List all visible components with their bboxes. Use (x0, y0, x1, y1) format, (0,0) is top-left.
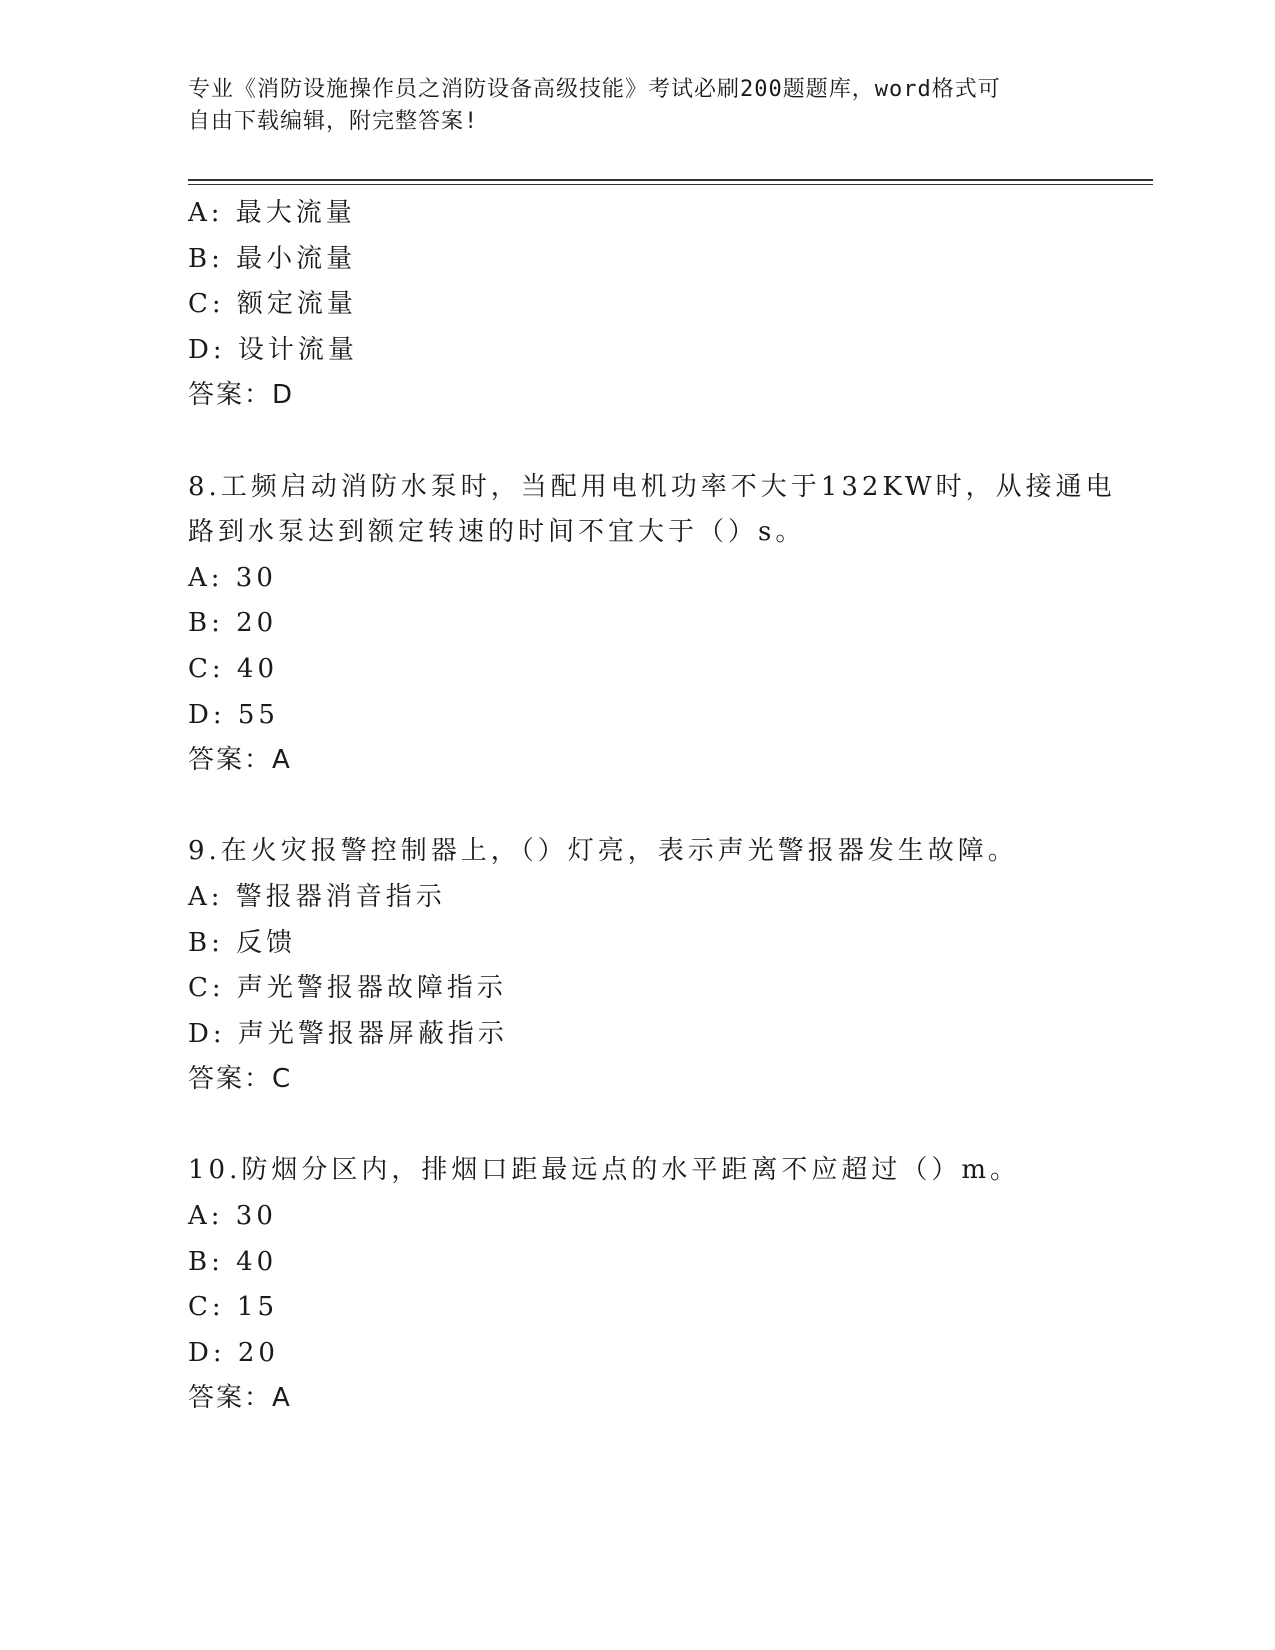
option-d: D: 55 (188, 699, 279, 730)
option-a: A: 30 (188, 562, 277, 593)
option-a: A: 最大流量 (188, 198, 356, 228)
question-8 (188, 465, 1116, 784)
question-spacer (188, 1103, 1088, 1149)
question-list (188, 191, 1116, 1422)
option-d: D: 20 (188, 1337, 279, 1368)
header-rule-thin (188, 184, 1153, 185)
option-c: C: 40 (188, 653, 279, 684)
answer-line: 答案：C (188, 1064, 293, 1095)
header-line-2: 自由下载编辑，附完整答案! (188, 109, 479, 134)
option-a: A: 30 (188, 1201, 277, 1232)
question-spacer (188, 419, 1088, 465)
question-stem-line: 9.在火灾报警控制器上，（）灯亮，表示声光警报器发生故障。 (188, 836, 1018, 867)
option-d: D: 声光警报器屏蔽指示 (188, 1018, 508, 1049)
option-b: B: 反馈 (188, 927, 297, 958)
question-10 (188, 1148, 1088, 1422)
header-line-1: 专业《消防设施操作员之消防设备高级技能》考试必刷200题题库，word格式可 (188, 77, 1001, 102)
question-stem-line: 8.工频启动消防水泵时，当配用电机功率不大于132KW时，从接通电 (188, 471, 1116, 502)
question-7-continued (188, 191, 1088, 419)
option-c: C: 15 (188, 1292, 279, 1323)
question-9 (188, 829, 1088, 1103)
option-b: B: 最小流量 (188, 243, 357, 274)
question-spacer (188, 784, 1088, 830)
question-stem-line: 10.防烟分区内，排烟口距最远点的水平距离不应超过（）m。 (188, 1155, 1021, 1186)
option-c: C: 声光警报器故障指示 (188, 973, 507, 1004)
answer-line: 答案：A (188, 745, 292, 776)
option-c: C: 额定流量 (188, 289, 357, 320)
option-d: D: 设计流量 (188, 334, 358, 365)
answer-line: 答案：D (188, 380, 295, 411)
option-b: B: 20 (188, 608, 278, 639)
option-a: A: 警报器消音指示 (188, 881, 446, 912)
question-stem-line: 路到水泵达到额定转速的时间不宜大于（）s。 (188, 517, 806, 548)
option-b: B: 40 (188, 1246, 278, 1277)
answer-line: 答案：A (188, 1383, 292, 1414)
header-rule-thick (188, 179, 1153, 181)
document-header (188, 74, 1088, 138)
